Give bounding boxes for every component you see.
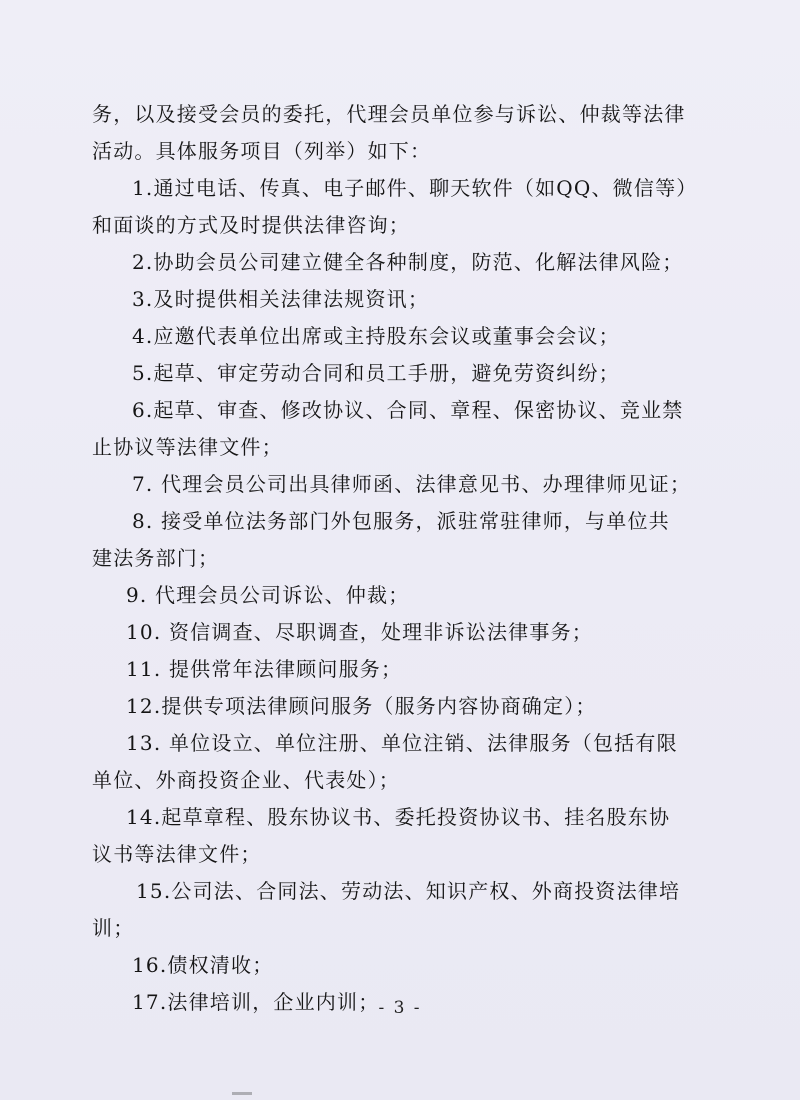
list-item-16: 16.债权清收； xyxy=(132,953,274,977)
list-item-10: 10. 资信调查、尽职调查，处理非诉讼法律事务； xyxy=(126,620,593,644)
list-item-14: 14.起草章程、股东协议书、委托投资协议书、挂名股东协 xyxy=(126,805,671,829)
list-item-12: 12.提供专项法律顾问服务（服务内容协商确定）； xyxy=(126,694,597,718)
list-item-8: 8. 接受单位法务部门外包服务，派驻常驻律师，与单位共 xyxy=(132,509,670,533)
page-number: - 3 - xyxy=(378,998,422,1018)
list-item-11: 11. 提供常年法律顾问服务； xyxy=(126,657,403,681)
body-text xyxy=(92,96,712,1021)
list-item-6-cont: 止协议等法律文件； xyxy=(92,435,283,459)
text-line-1: 务，以及接受会员的委托，代理会员单位参与诉讼、仲裁等法律 xyxy=(92,102,686,126)
list-item-1: 1.通过电话、传真、电子邮件、聊天软件（如QQ、微信等） xyxy=(132,176,698,200)
list-item-4: 4.应邀代表单位出席或主持股东会议或董事会会议； xyxy=(132,324,620,348)
list-item-13-cont: 单位、外商投资企业、代表处）； xyxy=(92,768,400,792)
list-item-3: 3.及时提供相关法律法规资讯； xyxy=(132,287,430,311)
text-line-2: 活动。具体服务项目（列举）如下： xyxy=(92,139,432,163)
list-item-1-cont: 和面谈的方式及时提供法律咨询； xyxy=(92,213,410,237)
list-item-2: 2.协助会员公司建立健全各种制度，防范、化解法律风险； xyxy=(132,250,684,274)
list-item-9: 9. 代理会员公司诉讼、仲裁； xyxy=(126,583,410,607)
list-item-17: 17.法律培训，企业内训； xyxy=(132,990,380,1014)
list-item-5: 5.起草、审定劳动合同和员工手册，避免劳资纠纷； xyxy=(132,361,620,385)
list-item-7: 7. 代理会员公司出具律师函、法律意见书、办理律师见证； xyxy=(132,472,692,496)
list-item-15: 15.公司法、合同法、劳动法、知识产权、外商投资法律培 xyxy=(136,879,681,903)
list-item-6: 6.起草、审查、修改协议、合同、章程、保密协议、竞业禁 xyxy=(132,398,684,422)
list-item-15-cont: 训； xyxy=(92,916,135,940)
list-item-13: 13. 单位设立、单位注册、单位注销、法律服务（包括有限 xyxy=(126,731,678,755)
list-item-14-cont: 议书等法律文件； xyxy=(92,842,262,866)
list-item-8-cont: 建法务部门； xyxy=(92,546,220,570)
scan-mark xyxy=(232,1092,252,1095)
